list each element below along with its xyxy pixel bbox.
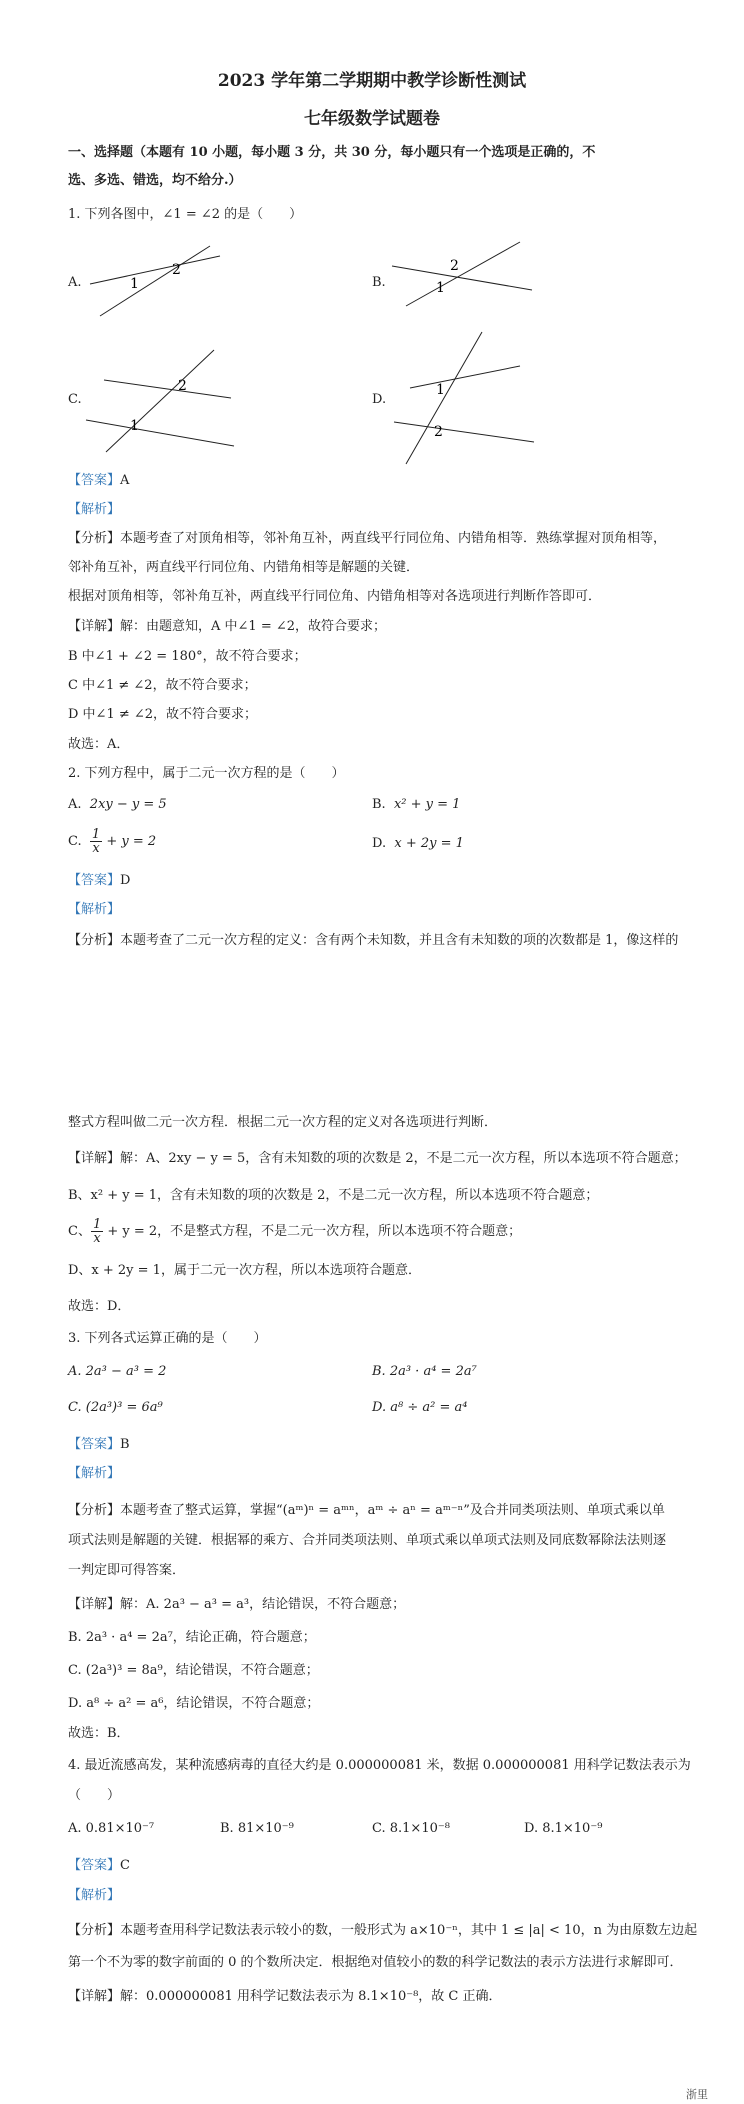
- q3-answer: 【答案】B: [68, 1437, 130, 1452]
- q3-detail-b: B. 2a³ · a⁴ = 2a⁷，结论正确，符合题意；: [68, 1630, 316, 1645]
- q3-detail-c: C. (2a³)³ = 8a⁹，结论错误，不符合题意；: [68, 1663, 319, 1678]
- q2-option-c: C. $\frac{1}{x}$ + y = 2: [68, 827, 157, 856]
- q3-analysis-label: 【解析】: [68, 1466, 121, 1481]
- fig-d-angle-1: 1: [436, 382, 445, 398]
- q3-fenxi-2: 项式法则是解题的关键．根据幂的乘方、合并同类项法则、单项式乘以单项式法则及同底数幂除法法则逐: [68, 1533, 667, 1548]
- q1-option-b-label: B.: [372, 275, 386, 290]
- fig-a-angle-1: 1: [130, 276, 139, 292]
- q2-option-d: D. x + 2y = 1: [372, 836, 464, 851]
- q4-answer: 【答案】C: [68, 1858, 130, 1873]
- q1-detail-b: B 中∠1 + ∠2 = 180°，故不符合要求；: [68, 649, 307, 664]
- q3-option-c: C. (2a³)³ = 6a⁹: [68, 1400, 163, 1415]
- question-3-stem: 3. 下列各式运算正确的是（ ）: [68, 1331, 267, 1346]
- q1-fenxi: 【分析】本题考查了对顶角相等，邻补角互补，两直线平行同位角、内错角相等．熟练掌握对顶角相等，: [68, 531, 667, 546]
- question-2-stem: 2. 下列方程中，属于二元一次方程的是（ ）: [68, 766, 345, 781]
- q4-option-a: A. 0.81×10⁻⁷: [68, 1821, 155, 1836]
- q2-option-b: B. x² + y = 1: [372, 797, 461, 812]
- q1-figure-a: [90, 240, 220, 320]
- fig-b-angle-2: 2: [450, 258, 459, 274]
- q2-fenxi: 【分析】本题考查了二元一次方程的定义：含有两个未知数，并且含有未知数的项的次数都是 1，像这样的: [68, 933, 679, 948]
- q4-detail: 【详解】解：0.000000081 用科学记数法表示为 8.1×10⁻⁸，故 C 正确．: [68, 1989, 502, 2004]
- q4-analysis-label: 【解析】: [68, 1888, 121, 1903]
- q3-detail-d: D. a⁸ ÷ a² = a⁶，结论错误，不符合题意；: [68, 1696, 320, 1711]
- q4-option-b: B. 81×10⁻⁹: [220, 1821, 294, 1836]
- q2-detail-d: D、x + 2y = 1，属于二元一次方程，所以本选项符合题意．: [68, 1263, 421, 1278]
- q1-conclusion: 故选：A．: [68, 737, 130, 752]
- q1-fenxi-2: 邻补角互补，两直线平行同位角、内错角相等是解题的关键．: [68, 560, 420, 575]
- q1-detail-c: C 中∠1 ≠ ∠2，故不符合要求；: [68, 678, 257, 693]
- q2-option-a: A. 2xy − y = 5: [68, 797, 167, 812]
- q2-detail-c: C、 $\frac{1}{x}$ + y = 2，不是整式方程，不是二元一次方程，所以本选项不符合题意；: [68, 1217, 522, 1246]
- q4-option-c: C. 8.1×10⁻⁸: [372, 1821, 450, 1836]
- q2-detail: 【详解】解：A、2xy − y = 5，含有未知数的项的次数是 2，不是二元一次方程，所以本选项不符合题意；: [68, 1151, 687, 1166]
- page-title: 2023 学年第二学期期中教学诊断性测试: [217, 71, 527, 91]
- question-4-stem-cont: （ ）: [68, 1788, 121, 1803]
- fig-a-angle-2: 2: [172, 262, 181, 278]
- q4-fenxi-2: 第一个不为零的数字前面的 0 的个数所决定．根据绝对值较小的数的科学记数法的表示方法进行求解即可．: [68, 1955, 683, 1970]
- fig-c-angle-1: 1: [130, 418, 139, 434]
- q3-fenxi-3: 一判定即可得答案．: [68, 1563, 186, 1578]
- q1-fenxi-3: 根据对顶角相等，邻补角互补，两直线平行同位角、内错角相等对各选项进行判断作答即可．: [68, 589, 602, 604]
- q1-option-d-label: D.: [372, 392, 387, 407]
- fig-d-angle-2: 2: [434, 424, 443, 440]
- section-heading: 一、选择题（本题有 10 小题，每小题 3 分，共 30 分，每小题只有一个选项是正确的，不: [68, 145, 596, 160]
- q4-option-d: D. 8.1×10⁻⁹: [524, 1821, 603, 1836]
- q2-answer: 【答案】D: [68, 873, 131, 888]
- question-1-stem: 1. 下列各图中，∠1 = ∠2 的是（ ）: [68, 207, 303, 222]
- q2-detail-b: B、x² + y = 1，含有未知数的项的次数是 2，不是二元一次方程，所以本选项不符合题意；: [68, 1188, 599, 1203]
- q3-option-a: A. 2a³ − a³ = 2: [68, 1364, 167, 1379]
- q2-fenxi-2: 整式方程叫做二元一次方程．根据二元一次方程的定义对各选项进行判断．: [68, 1115, 498, 1130]
- q3-fenxi: 【分析】本题考查了整式运算，掌握“(aᵐ)ⁿ = aᵐⁿ，aᵐ ÷ aⁿ = aᵐ⁻ⁿ”及合并同类项法则、单项式乘以单: [68, 1503, 665, 1518]
- question-4-stem: 4. 最近流感高发，某种流感病毒的直径大约是 0.000000081 米，数据 0.000000081 用科学记数法表示为: [68, 1758, 691, 1773]
- q1-analysis-label: 【解析】: [68, 502, 121, 517]
- q1-option-c-label: C.: [68, 392, 82, 407]
- footer-corner-text: 浙里: [686, 2088, 708, 2101]
- q1-figure-d: [394, 332, 534, 467]
- fig-c-angle-2: 2: [178, 378, 187, 394]
- q2-analysis-label: 【解析】: [68, 902, 121, 917]
- q2-conclusion: 故选：D．: [68, 1299, 131, 1314]
- q1-figure-c: [86, 350, 236, 455]
- q1-option-a-label: A.: [68, 275, 82, 290]
- q3-option-b: B. 2a³ · a⁴ = 2a⁷: [372, 1364, 477, 1379]
- fig-b-angle-1: 1: [436, 280, 445, 296]
- page-subtitle: 七年级数学试题卷: [304, 109, 440, 129]
- q3-option-d: D. a⁸ ÷ a² = a⁴: [372, 1400, 468, 1415]
- q1-answer: 【答案】A: [68, 473, 130, 488]
- q1-detail-d: D 中∠1 ≠ ∠2，故不符合要求；: [68, 707, 258, 722]
- q1-detail: 【详解】解：由题意知，A 中∠1 = ∠2，故符合要求；: [68, 619, 387, 634]
- q3-detail: 【详解】解：A. 2a³ − a³ = a³，结论错误，不符合题意；: [68, 1597, 406, 1612]
- q4-fenxi: 【分析】本题考查用科学记数法表示较小的数，一般形式为 a×10⁻ⁿ，其中 1 ≤ |a| < 10，n 为由原数左边起: [68, 1923, 698, 1938]
- q3-conclusion: 故选：B．: [68, 1726, 130, 1741]
- q1-figure-b: [392, 240, 532, 320]
- section-heading-cont: 选、多选、错选，均不给分.）: [68, 173, 242, 188]
